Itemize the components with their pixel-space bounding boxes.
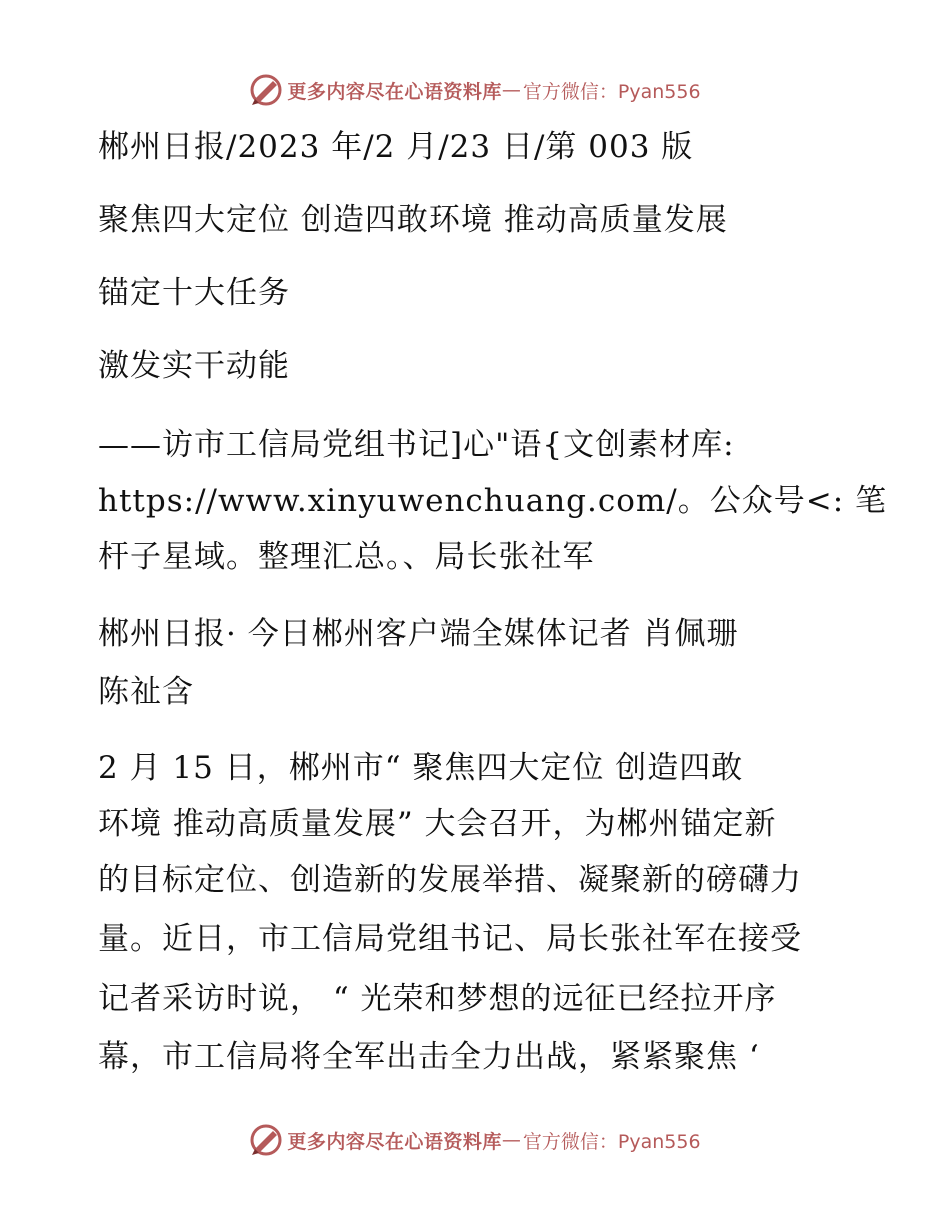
banner-text: 更多内容尽在心语资料库: [287, 80, 502, 103]
paragraph-line-4: 量。近日，市工信局党组书记、局长张社军在接受: [98, 921, 802, 957]
pen-logo-icon: [249, 73, 283, 107]
banner-dash: —: [501, 1129, 521, 1151]
pen-logo-icon: [249, 1123, 283, 1157]
byline-2: 陈祉含: [98, 674, 194, 710]
banner-wechat: 官方微信：Pyan556: [522, 80, 701, 103]
byline-1: 郴州日报· 今日郴州客户端全媒体记者 肖佩珊: [98, 616, 739, 652]
paragraph-line-5: 记者采访时说， “ 光荣和梦想的远征已经拉开序: [98, 981, 777, 1017]
article-subtitle-2: 激发实干动能: [98, 348, 290, 384]
paragraph-line-2: 环境 推动高质量发展” 大会召开，为郴州锚定新: [98, 806, 777, 842]
paragraph-line-1: 2 月 15 日，郴州市“ 聚焦四大定位 创造四敢: [98, 750, 744, 786]
paragraph-line-6: 幕，市工信局将全军出击全力出战，紧紧聚焦 ‘: [98, 1039, 760, 1075]
interview-line-2: https://www.xinyuwenchuang.com/。公众号<: 笔: [98, 483, 888, 519]
article-source-line: 郴州日报/2023 年/2 月/23 日/第 003 版: [98, 129, 694, 165]
interview-line-3: 杆子星域。整理汇总。、局长张社军: [98, 539, 595, 575]
paragraph-line-3: 的目标定位、创造新的发展举措、凝聚新的磅礴力: [98, 862, 802, 898]
interview-line-1: ——访市工信局党组书记]心"语{文创素材库:: [98, 427, 735, 463]
article-subtitle-1: 锚定十大任务: [98, 275, 290, 311]
banner-text: 更多内容尽在心语资料库: [287, 1130, 502, 1153]
article-title: 聚焦四大定位 创造四敢环境 推动高质量发展: [98, 202, 728, 238]
banner-wechat: 官方微信：Pyan556: [522, 1130, 701, 1153]
footer-banner: [0, 1120, 950, 1160]
banner-dash: —: [501, 79, 521, 101]
header-banner: [0, 70, 950, 110]
